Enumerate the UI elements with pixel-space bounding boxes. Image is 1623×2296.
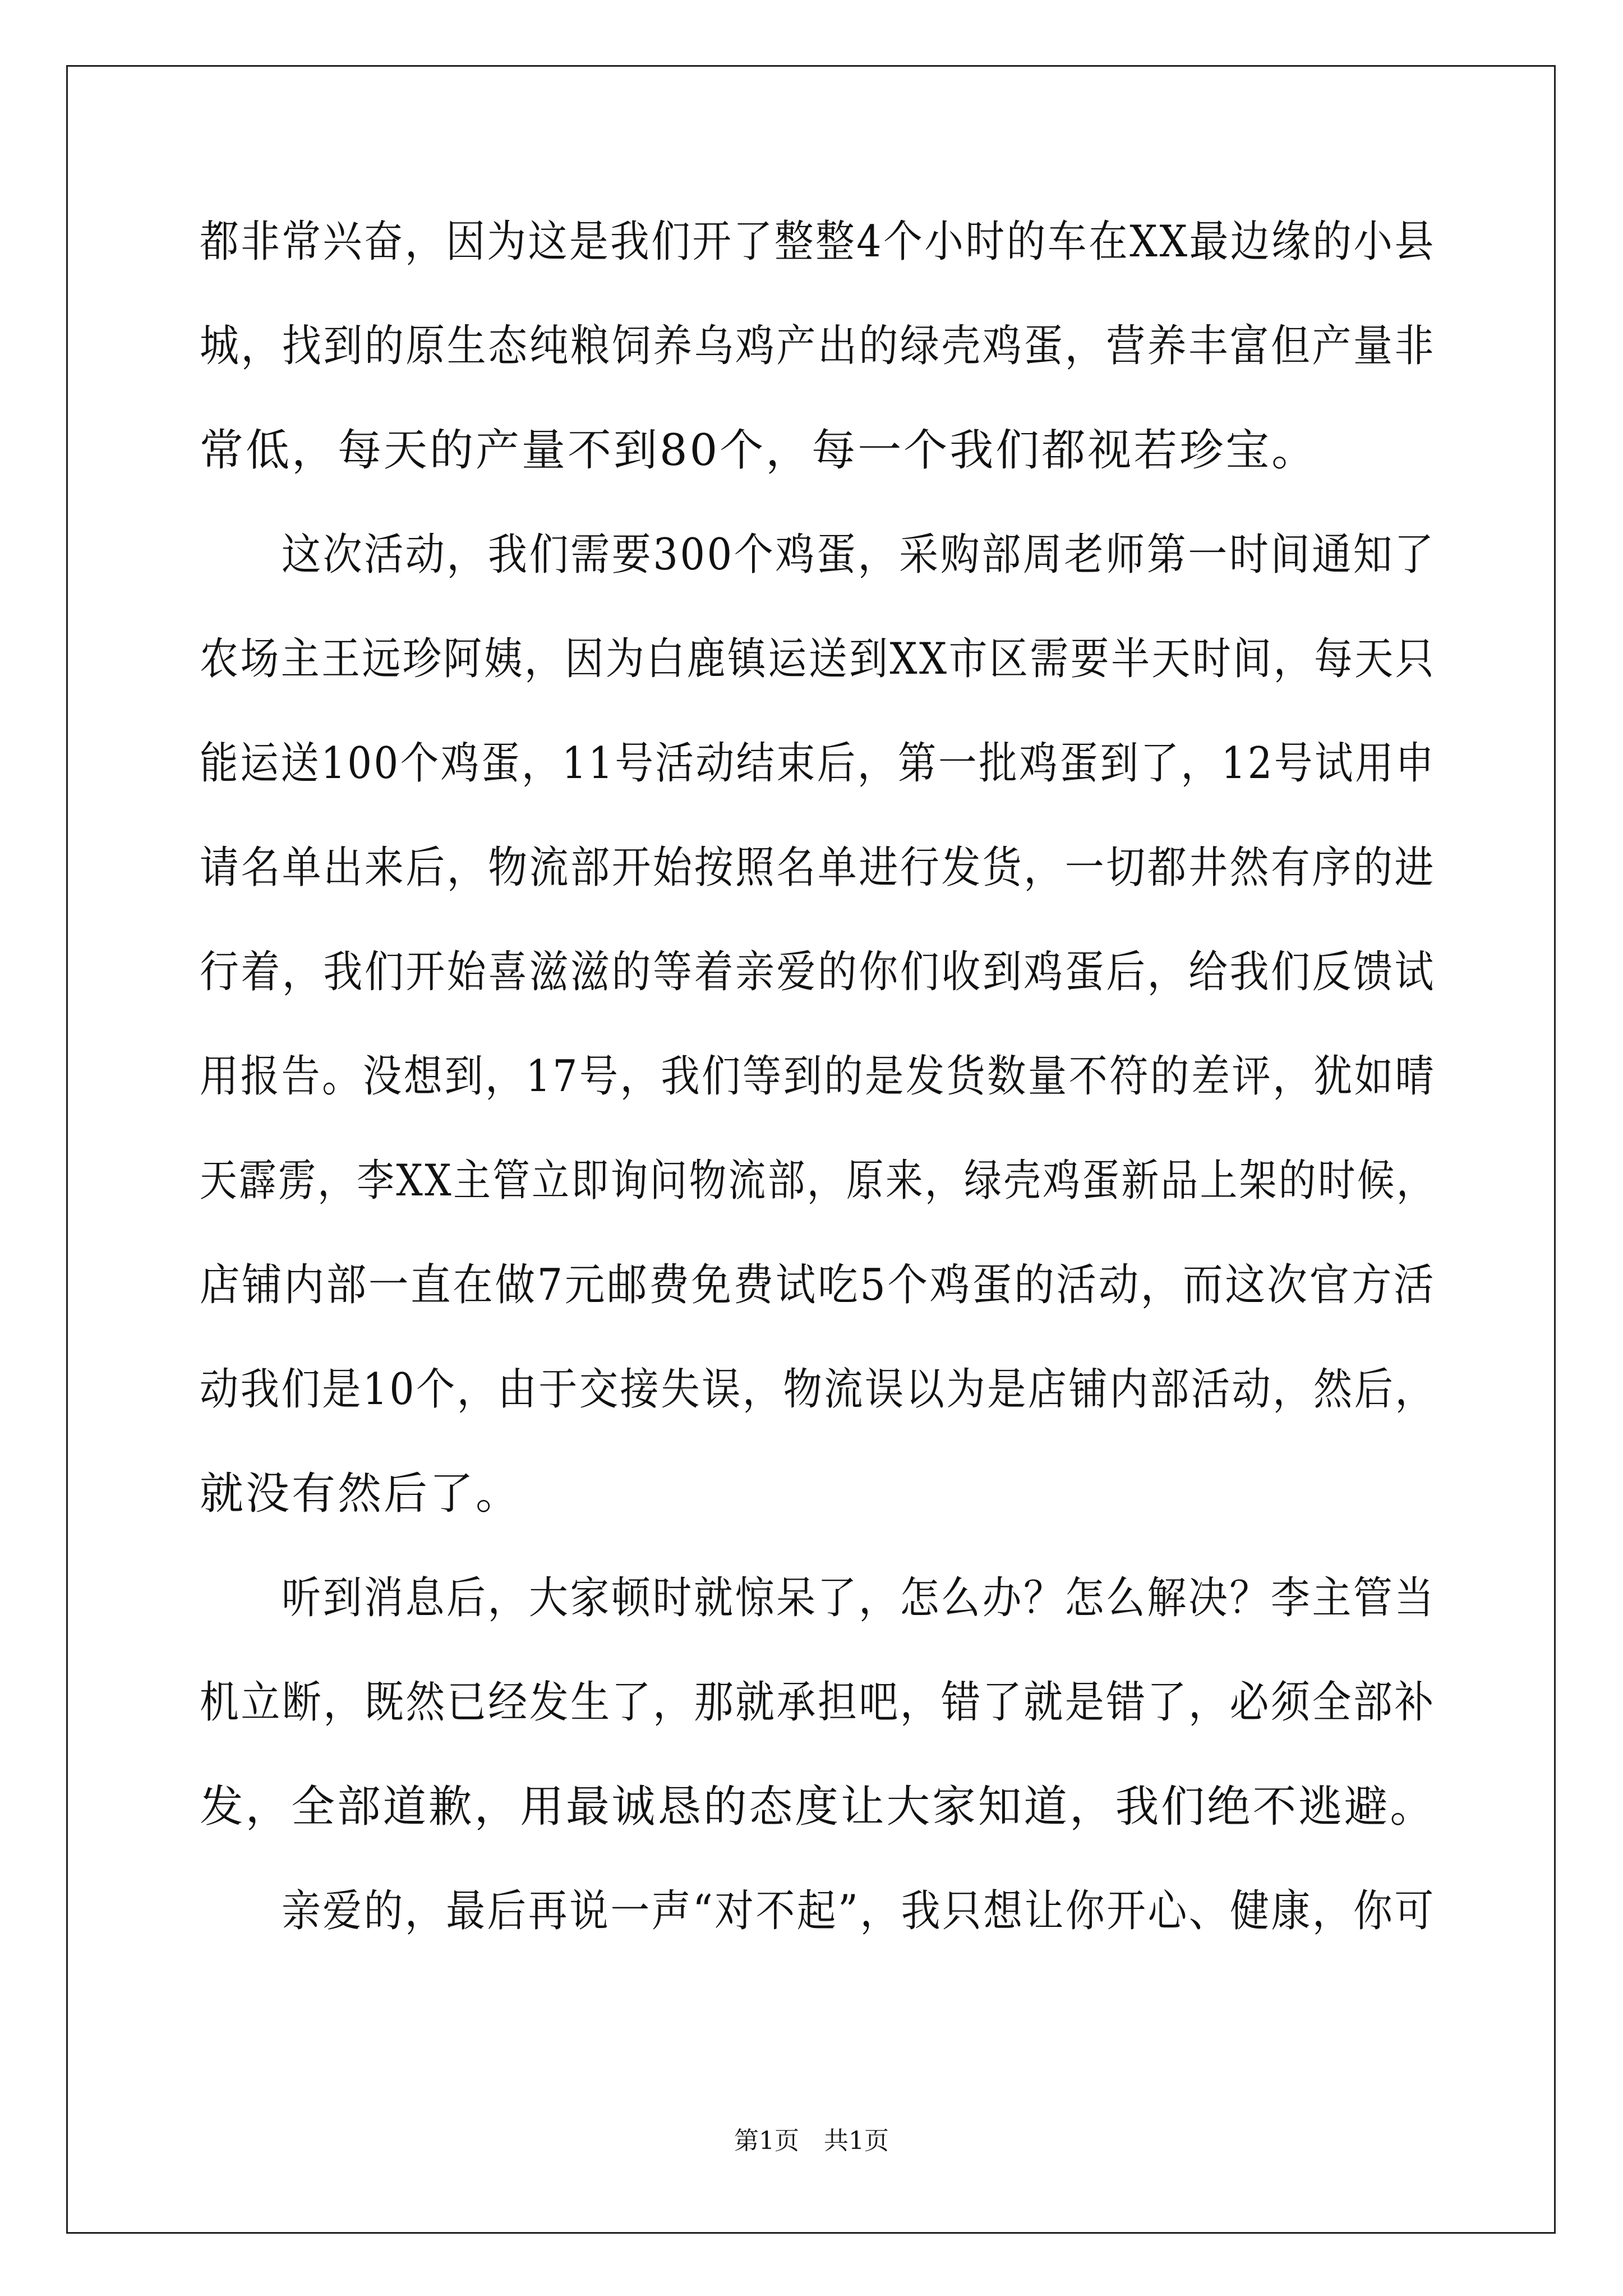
text-line: 请名单出来后，物流部开始按照名单进行发货，一切都井然有序的进	[200, 843, 1436, 893]
text-line: 能运送100个鸡蛋，11号活动结束后，第一批鸡蛋到了，12号试用申	[200, 738, 1436, 789]
text-line: 行着，我们开始喜滋滋的等着亲爱的你们收到鸡蛋后，给我们反馈试	[200, 947, 1436, 997]
text-line: 就没有然后了。	[200, 1469, 522, 1519]
paragraph-start-line: 亲爱的，最后再说一声“对不起”，我只想让你开心、健康，你可	[282, 1886, 1436, 1936]
text-line: 机立断，既然已经发生了，那就承担吧，错了就是错了，必须全部补	[200, 1677, 1436, 1728]
text-line: 常低，每天的产量不到80个，每一个我们都视若珍宝。	[200, 425, 1318, 476]
paragraph-start-line: 这次活动，我们需要300个鸡蛋，采购部周老师第一时间通知了	[282, 530, 1436, 580]
text-line: 动我们是10个，由于交接失误，物流误以为是店铺内部活动，然后，	[200, 1364, 1436, 1415]
paragraph-start-line: 听到消息后，大家顿时就惊呆了，怎么办？怎么解决？李主管当	[282, 1573, 1436, 1623]
page-footer: 第1页 共1页	[734, 2127, 889, 2155]
text-line: 城，找到的原生态纯粮饲养乌鸡产出的绿壳鸡蛋，营养丰富但产量非	[200, 321, 1436, 371]
text-line: 店铺内部一直在做7元邮费免费试吃5个鸡蛋的活动，而这次官方活	[200, 1260, 1436, 1310]
text-line: 发，全部道歉，用最诚恳的态度让大家知道，我们绝不逃避。	[200, 1782, 1436, 1832]
text-line: 天霹雳，李XX主管立即询问物流部，原来，绿壳鸡蛋新品上架的时候，	[200, 1156, 1436, 1206]
text-line: 农场主王远珍阿姨，因为白鹿镇运送到XX市区需要半天时间，每天只	[200, 634, 1436, 684]
text-line: 都非常兴奋，因为这是我们开了整整4个小时的车在XX最边缘的小县	[200, 217, 1436, 267]
text-line: 用报告。没想到，17号，我们等到的是发货数量不符的差评，犹如晴	[200, 1051, 1436, 1102]
